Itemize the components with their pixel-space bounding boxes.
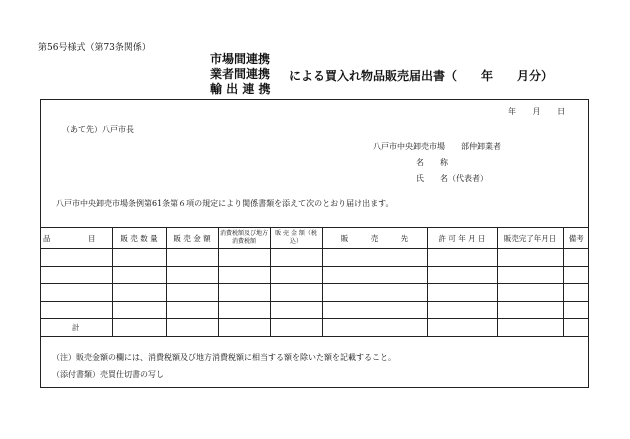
representative-label: 氏 名（代表者） [416,174,488,183]
header-item: 品 目 [40,228,112,249]
table-cell[interactable] [218,301,270,319]
table-cell[interactable] [270,249,322,267]
table-cell[interactable] [322,266,427,284]
header-buyer: 販 売 先 [322,228,427,249]
table-cell[interactable] [270,284,322,302]
table-cell[interactable] [427,319,497,337]
table-cell[interactable] [40,301,112,319]
table-cell[interactable] [112,284,166,302]
table-cell[interactable] [112,301,166,319]
table-header-row [40,228,589,249]
table-cell[interactable] [497,284,563,302]
table-cell[interactable] [166,266,218,284]
table-cell[interactable] [322,249,427,267]
table-cell[interactable] [497,249,563,267]
table-cell[interactable] [497,266,563,284]
table-cell[interactable] [112,319,166,337]
header-tax: 消費税額及び地方消費税額 [218,228,270,249]
table-cell[interactable] [166,301,218,319]
header-quantity: 販 売 数 量 [112,228,166,249]
table-row [40,249,589,267]
title-stack [210,52,271,97]
form-number: 第56号様式（第73条関係） [38,43,151,53]
table-cell[interactable] [270,266,322,284]
table-cell[interactable] [322,319,427,337]
sales-table [40,227,589,337]
title-suffix: による買入れ物品販売届出書（ 年 月分） [289,69,554,83]
company-name-label: 名 称 [416,158,448,167]
table-cell[interactable] [218,249,270,267]
table-cell[interactable] [40,249,112,267]
table-cell[interactable] [270,319,322,337]
addressee: （あて先）八戸市長 [62,125,134,134]
table-cell[interactable] [166,319,218,337]
title-line-1: 市場間連携 [210,52,271,66]
header-remarks: 備考 [563,228,589,249]
table-cell[interactable] [427,301,497,319]
table-cell[interactable] [166,249,218,267]
table-cell[interactable] [218,266,270,284]
table-cell[interactable] [563,319,589,337]
note-attachments: （添付書類）売買仕切書の写し [52,370,164,379]
total-label: 計 [40,319,112,337]
table-cell[interactable] [166,284,218,302]
header-amount-tax-incl: 販 売 金 額（税 込） [270,228,322,249]
table-cell[interactable] [563,301,589,319]
declaration-text: 八戸市中央卸売市場条例第61条第６項の規定により関係書類を添えて次のとおり届け出ます。 [56,199,394,208]
table-cell[interactable] [427,266,497,284]
table-cell[interactable] [322,301,427,319]
table-cell[interactable] [218,319,270,337]
table-total-row [40,319,589,337]
table-cell[interactable] [270,301,322,319]
note-sales-amount: （注）販売金額の欄には、消費税額及び地方消費税額に相当する額を除いた額を記載すること。 [52,353,396,362]
table-cell[interactable] [218,284,270,302]
table-row [40,284,589,302]
table-cell[interactable] [497,301,563,319]
title-line-2: 業者間連携 [210,67,271,81]
market-label: 八戸市中央卸売市場 部仲卸業者 [373,142,501,151]
table-cell[interactable] [427,249,497,267]
table-row [40,266,589,284]
table-cell[interactable] [112,266,166,284]
table-cell[interactable] [112,249,166,267]
table-cell[interactable] [427,284,497,302]
table-cell[interactable] [563,266,589,284]
header-completion-date: 販売完了年月日 [497,228,563,249]
date-field: 年 月 日 [508,107,566,116]
table-cell[interactable] [497,319,563,337]
header-amount: 販 売 金 額 [166,228,218,249]
table-cell[interactable] [563,249,589,267]
table-cell[interactable] [563,284,589,302]
table-cell[interactable] [40,284,112,302]
table-cell[interactable] [322,284,427,302]
title-line-3: 輸 出 連 携 [210,82,271,96]
table-cell[interactable] [40,266,112,284]
header-permit-date: 許 可 年 月 日 [427,228,497,249]
table-row [40,301,589,319]
